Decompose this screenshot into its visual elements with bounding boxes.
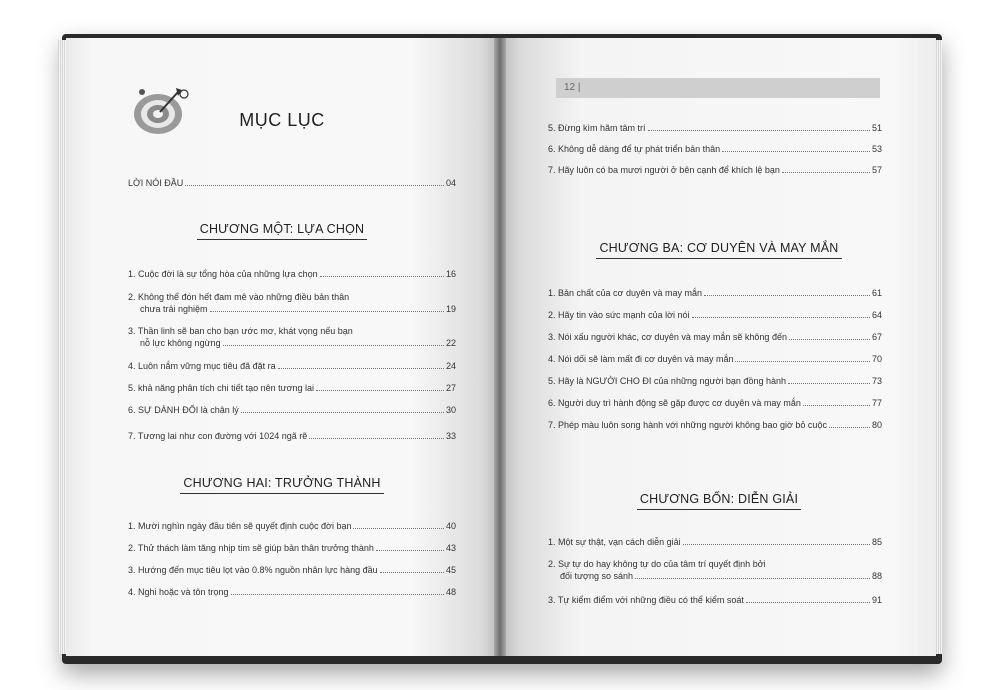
list-item: 1. Cuộc đời là sự tổng hòa của những lựa chọn 16 [128,269,456,279]
list-item: 6. Người duy trì hành động sẽ gặp được cơ duyên và may mắn 77 [548,398,882,408]
page-number: 12 | [556,78,880,98]
list-item: 4. Nói dối sẽ làm mất đi cơ duyên và may mắn 70 [548,354,882,364]
list-item: 6. SỰ DÀNH ĐỔI là chân lý 30 [128,405,456,415]
list-item: 4. Luôn nắm vững mục tiêu đã đặt ra 24 [128,361,456,371]
list-item: 5. Hãy là NGƯỜI CHO ĐI của những người bạn đồng hành 73 [548,376,882,386]
chapter-two-title: CHƯƠNG HAI: TRƯỞNG THÀNH [66,476,498,494]
chapter-one-title: CHƯƠNG MỘT: LỰA CHỌN [66,222,498,240]
list-item: 3. Hướng đến mục tiêu lọt vào 0.8% nguồn nhân lực hàng đầu 45 [128,565,456,575]
right-page [502,38,936,656]
left-page [66,38,498,656]
page-edges-left [58,40,66,654]
list-item: 1. Một sự thật, vạn cách diễn giải 85 [548,537,882,547]
list-item: 2. Thử thách làm tăng nhịp tim sẽ giúp bản thân trưởng thành 43 [128,543,456,553]
book-spine-gutter [494,38,506,656]
list-item: 5. Đừng kìm hãm tâm trí 51 [548,123,882,133]
chapter-three-title: CHƯƠNG BA: CƠ DUYÊN VÀ MAY MẮN [502,241,936,259]
chapter-four-title: CHƯƠNG BỐN: DIỄN GIẢI [502,492,936,510]
list-item: 3. Thần linh sẽ ban cho bạn ước mơ, khát vọng nếu bạn nỗ lực không ngừng 22 [128,326,456,348]
list-item: 7. Phép màu luôn song hành với những người không bao giờ bỏ cuộc 80 [548,420,882,430]
list-item: 2. Hãy tin vào sức mạnh của lời nói 64 [548,310,882,320]
list-item: 3. Tự kiểm điểm với những điều có thể kiểm soát 91 [548,595,882,605]
page-edges-right [936,40,942,654]
list-item: 1. Bản chất của cơ duyên và may mắn 61 [548,288,882,298]
list-item: 7. Tương lai như con đường với 1024 ngã rẽ 33 [128,431,456,441]
page-title: MỤC LỤC [239,110,325,130]
list-item: 5. khả năng phân tích chi tiết tạo nên tương lai 27 [128,383,456,393]
list-item: 2. Sự tự do hay không tự do của tâm trí quyết định bởi đối tượng so sánh 88 [548,559,882,581]
list-item: 4. Nghi hoặc và tôn trọng 48 [128,587,456,597]
list-item: 6. Không dễ dàng để tự phát triển bản thân 53 [548,144,882,154]
preface-entry: LỜI NÓI ĐẦU 04 [128,178,456,188]
list-item: 3. Nói xấu người khác, cơ duyên và may mắn sẽ không đến 67 [548,332,882,342]
list-item: 7. Hãy luôn có ba mươi người ở bên cạnh để khích lệ bạn 57 [548,165,882,175]
list-item: 2. Không thể đón hết đam mê vào những điều bản thân chưa trải nghiệm 19 [128,292,456,314]
list-item: 1. Mười nghìn ngày đầu tiên sẽ quyết định cuộc đời bạn 40 [128,521,456,531]
